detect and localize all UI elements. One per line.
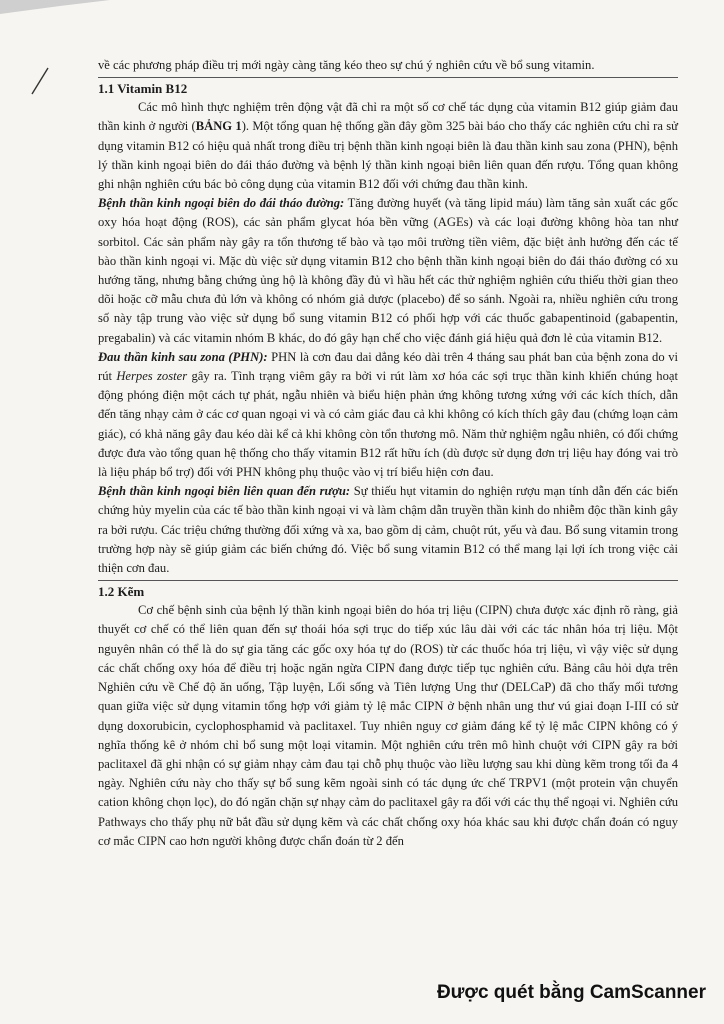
vitamin-b12-overview-paragraph: Các mô hình thực nghiệm trên động vật đã chỉ ra một số cơ chế tác dụng của vitamin B12 giúp giảm đau thần kinh ở người (BẢNG 1). Một tổng quan hệ thống gần đây gồm 325 bài báo cho thấy các nghiên cứu chỉ ra sử dụng vitamin B12 có hiệu quả nhất trong điều trị bệnh thần kinh ngoại biên là đau thần kinh sau zona (PHN), bệnh lý thần kinh ngoại biên do đái tháo đường và bệnh lý thần kinh ngoại biên liên quan đến rượu. Tổng quan không ghi nhận nghiên cứu bác bỏ công dụng của vitamin B12 đối với chứng đau thần kinh. (98, 100, 678, 192)
camscanner-watermark: Được quét bằng CamScanner (436, 982, 706, 1003)
phn-paragraph: Đau thần kinh sau zona (PHN): PHN là cơn đau dai dẳng kéo dài trên 4 tháng sau phát ban của bệnh zona do vi rút Herpes zoster gây ra. Tình trạng viêm gây ra bởi vi rút làm xơ hóa các sợi trục thần kinh khiến chúng hoạt động phóng điện một cách tự phát, ngẫu nhiên và biểu hiện phản ứng không tương xứng với các kích thích, dẫn đến tăng nhạy cảm ở các cơ quan ngoại vi và có cảm giác đau cả khi không có kích thích gây đau (chứng loạn cảm giác), có khả năng gây đau kéo dài kể cả khi không còn tổn thương mô. Năm thử nghiệm ngẫu nhiên, có đối chứng được đưa vào tổng quan hệ thống cho thấy vitamin B12 rất hữu ích (dù được sử dụng đơn trị liệu hay đóng vai trò là liệu pháp bổ trợ) đối với PHN không phụ thuộc vào vị trí biểu hiện cơn đau. (98, 349, 678, 480)
section-heading-zinc: 1.2 Kẽm (98, 580, 678, 601)
phn-label: Đau thần kinh sau zona (PHN): (98, 349, 268, 364)
alcohol-neuropathy-label: Bệnh thần kinh ngoại biên liên quan đến rượu: (98, 484, 351, 499)
table-1-reference: BẢNG 1 (195, 119, 242, 134)
page-corner-shadow (0, 0, 110, 20)
zinc-paragraph: Cơ chế bệnh sinh của bệnh lý thần kinh ngoại biên do hóa trị liệu (CIPN) chưa được xác định rõ ràng, giả thuyết cơ chế có thể liên quan đến sự thoái hóa sợi trục do tiếp xúc lâu dài với các tác nhân hóa trị liệu. Một nguyên nhân có thể là do sự gia tăng các gốc oxy hóa tự do (ROS) từ các thuốc hóa trị liệu, vì vậy việc sử dụng các chất chống oxy hóa để điều trị hoặc ngăn ngừa CIPN đang được tiếp tục nghiên cứu. Bảng câu hỏi dựa trên Nghiên cứu về Chế độ ăn uống, Tập luyện, Lối sống và Tiên lượng Ung thư (DELCaP) đã cho thấy mối tương quan giữa việc sử dụng vitamin tổng hợp với giảm tỷ lệ mắc CIPN ở bệnh nhân ung thư vú giai đoạn I-III có sử dụng doxorubicin, cyclophosphamid và paclitaxel. Tuy nhiên nguy cơ giảm đáng kể tỷ lệ mắc CIPN không có ý nghĩa thống kê ở nhóm chỉ bổ sung một loại vitamin. Một nghiên cứu trên mô hình chuột với CIPN gây ra bởi paclitaxel đã ghi nhận có sự giảm nhạy cảm đau tại chỗ phụ thuộc vào liều lượng sau khi dùng kẽm trong tối đa 4 ngày. Nghiên cứu này cho thấy sự bổ sung kẽm ngoài sinh có tác dụng ức chế TRPV1 (một protein vận chuyển cation không chọn lọc), do đó ngăn chặn sự nhạy cảm do paclitaxel gây ra đối với các thụ thể ngoại vi. Nghiên cứu Pathways cho thấy phụ nữ bắt đầu sử dụng kẽm và các chất chống oxy hóa khác sau khi được chẩn đoán có nguy cơ mắc CIPN cao hơn người không được chẩn đoán từ 2 đến (98, 603, 678, 848)
intro-paragraph: về các phương pháp điều trị mới ngày càng tăng kéo theo sự chú ý nghiên cứu về bổ sung vitamin. (98, 58, 595, 72)
pen-stroke-mark (18, 28, 98, 98)
section-heading-vitamin-b12: 1.1 Vitamin B12 (98, 77, 678, 98)
document-page (98, 56, 678, 851)
alcohol-neuropathy-paragraph: Bệnh thần kinh ngoại biên liên quan đến rượu: Sự thiếu hụt vitamin do nghiện rượu mạn tính dẫn đến các biến chứng hủy myelin của các tế bào thần kinh ngoại vi và làm chậm dẫn truyền thần kinh do nhiễm độc thần kinh gây ra bởi rượu. Các triệu chứng thường đối xứng và xa, bao gồm dị cảm, chuột rút, yếu và đau. Bổ sung vitamin trong trường hợp này sẽ giúp giảm các biến chứng đó. Việc bổ sung vitamin B12 có thể mang lại lợi ích trong việc cải thiện cơn đau. (98, 484, 679, 576)
herpes-zoster-term: Herpes zoster (116, 369, 188, 384)
diabetic-neuropathy-paragraph: Bệnh thần kinh ngoại biên do đái tháo đường: Tăng đường huyết (và tăng lipid máu) làm tăng sản xuất các gốc oxy hóa hoạt động (ROS), các sản phẩm glycat hóa bền vững (AGEs) và các loại đường không hòa tan như sorbitol. Các sản phẩm này gây ra tổn thương tế bào và tạo môi trường tiền viêm, đặc biệt ảnh hưởng đến các tế bào thần kinh ngoại vi. Mặc dù việc sử dụng vitamin B12 cho bệnh thần kinh ngoại biên do đái tháo đường có xu hướng tăng, nhưng bằng chứng ủng hộ là không đầy đủ vì hầu hết các thử nghiệm nghiên cứu thiếu thời gian theo dõi hoặc cỡ mẫu chưa đủ lớn và không có nhóm giả dược (placebo) để so sánh. Ngoài ra, nhiều nghiên cứu trong số này tập trung vào việc sử dụng bổ sung vitamin B12 có phối hợp với các thuốc gabapentinoid (gabapentin, pregabalin) và các vitamin nhóm B khác, do đó gây hạn chế cho việc đánh giá hiệu quả đơn lẻ của vitamin B12. (98, 196, 678, 345)
diabetic-neuropathy-label: Bệnh thần kinh ngoại biên do đái tháo đường: (98, 196, 345, 211)
